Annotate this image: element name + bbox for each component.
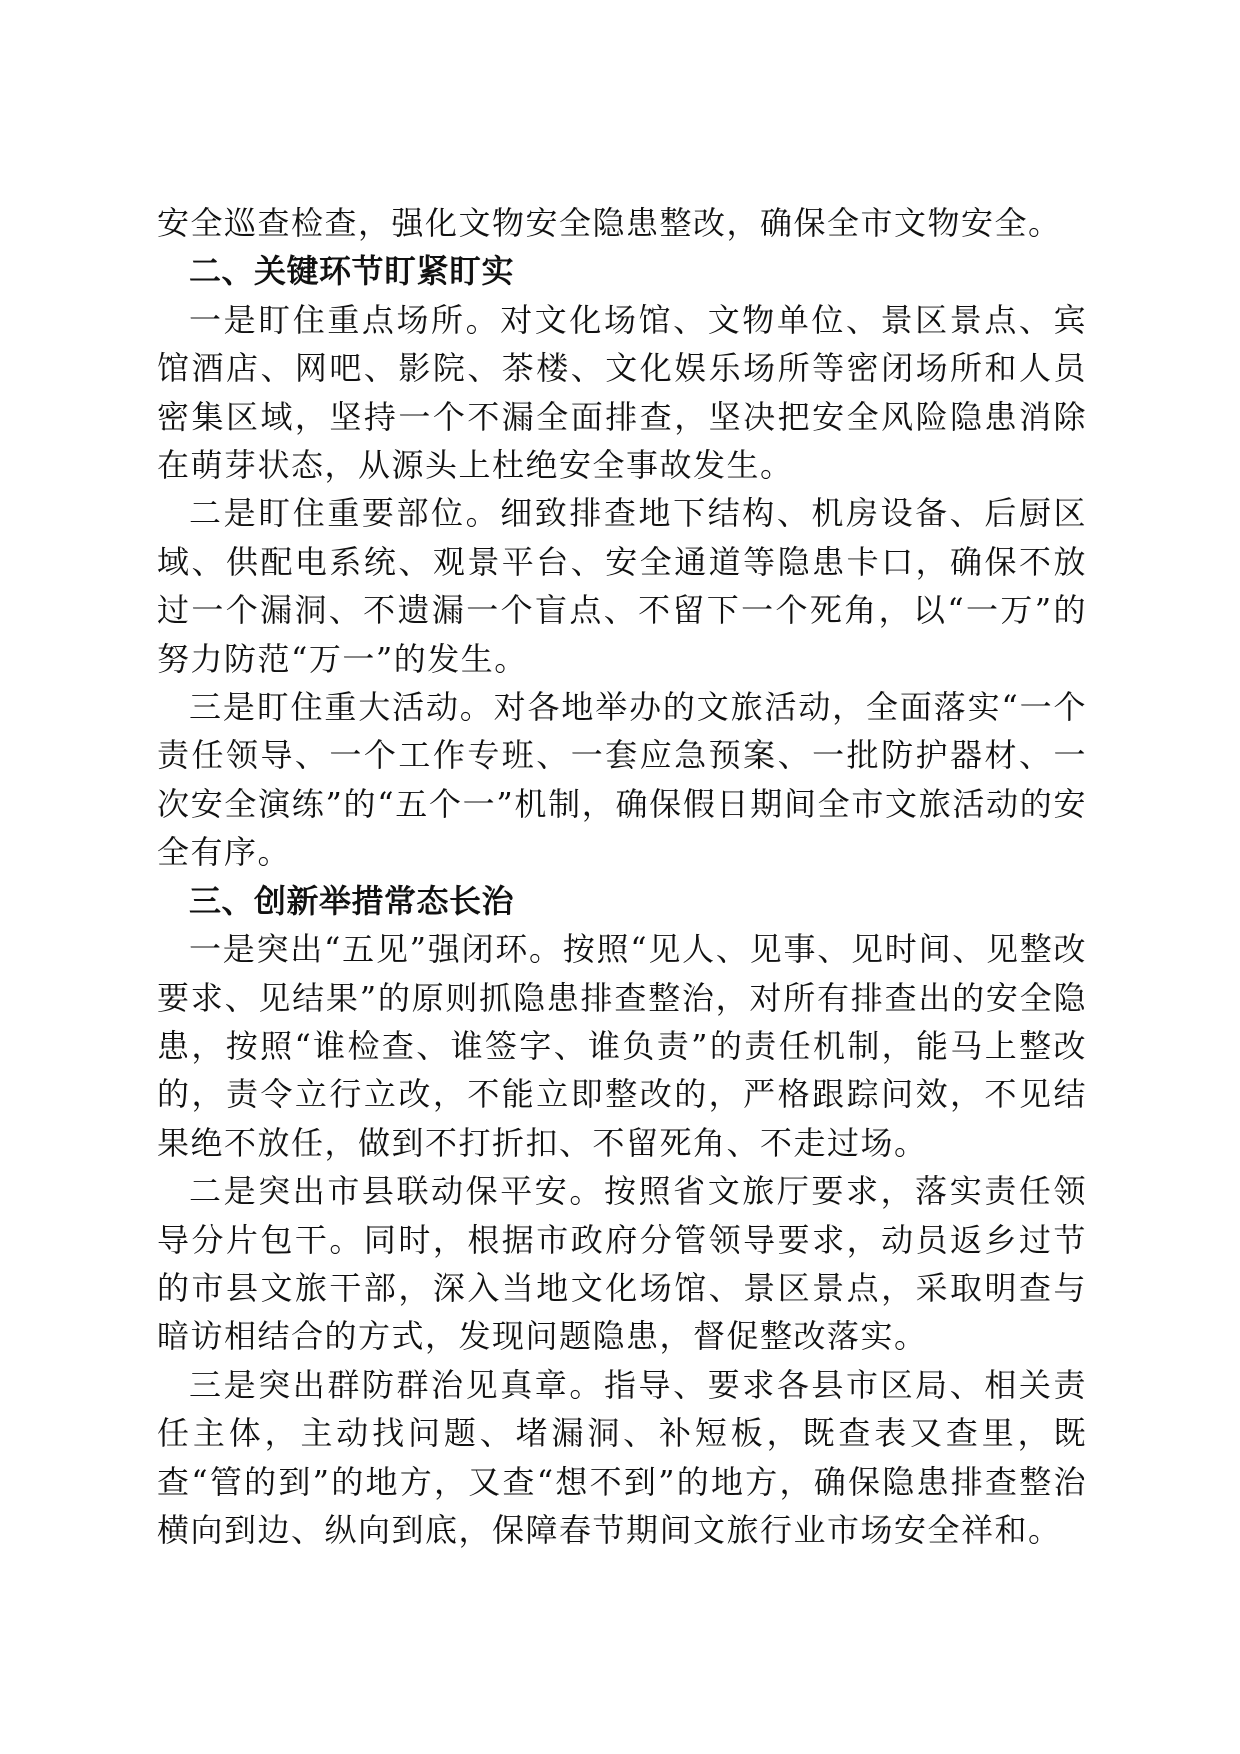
section-heading-2: 二、关键环节盯紧盯实 xyxy=(189,252,515,291)
paragraph: 三是盯住重大活动。对各地举办的文旅活动，全面落实“一个责任领导、一个工作专班、一套应急预案、一批防护器材、一次安全演练”的“五个一”机制，确保假日期间全市文旅活动的安全有序。 xyxy=(157,688,1087,872)
paragraph: 一是突出“五见”强闭环。按照“见人、见事、见时间、见整改要求、见结果”的原则抓隐患排查整治，对所有排查出的安全隐患，按照“谁检查、谁签字、谁负责”的责任机制，能马上整改的，责令立行立改，不能立即整改的，严格跟踪问效，不见结果绝不放任，做到不打折扣、不留死角、不走过场。 xyxy=(157,930,1087,1162)
document-body xyxy=(157,199,1087,1554)
paragraph: 二是盯住重要部位。细致排查地下结构、机房设备、后厨区域、供配电系统、观景平台、安全通道等隐患卡口，确保不放过一个漏洞、不遗漏一个盲点、不留下一个死角，以“一万”的努力防范“万一”的发生。 xyxy=(157,494,1087,678)
paragraph: 一是盯住重点场所。对文化场馆、文物单位、景区景点、宾馆酒店、网吧、影院、茶楼、文化娱乐场所等密闭场所和人员密集区域，坚持一个不漏全面排查，坚决把安全风险隐患消除在萌芽状态，从源头上杜绝安全事故发生。 xyxy=(157,300,1087,485)
section-heading-3: 三、创新举措常态长治 xyxy=(189,881,515,920)
paragraph-continued: 安全巡查检查，强化文物安全隐患整改，确保全市文物安全。 xyxy=(157,204,1062,242)
paragraph: 三是突出群防群治见真章。指导、要求各县市区局、相关责任主体，主动找问题、堵漏洞、补短板，既查表又查里，既查“管的到”的地方，又查“想不到”的地方，确保隐患排查整治横向到边、纵向到底，保障春节期间文旅行业市场安全祥和。 xyxy=(157,1365,1087,1549)
paragraph: 二是突出市县联动保平安。按照省文旅厅要求，落实责任领导分片包干。同时，根据市政府分管领导要求，动员返乡过节的市县文旅干部，深入当地文化场馆、景区景点，采取明查与暗访相结合的方式，发现问题隐患，督促整改落实。 xyxy=(157,1172,1087,1356)
